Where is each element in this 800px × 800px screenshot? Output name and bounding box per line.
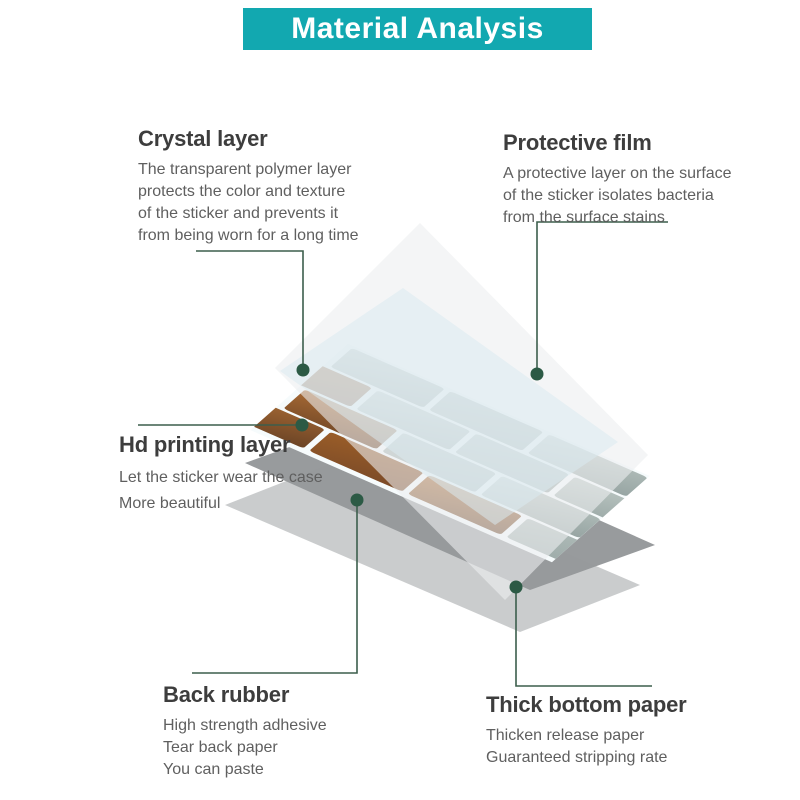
crystal-line: The transparent polymer layer [138,161,352,178]
protective-title: Protective film [503,130,652,155]
hd-title: Hd printing layer [119,432,291,457]
hd-line: Let the sticker wear the case [119,469,323,486]
crystal-connector-line [196,251,303,370]
bottom-line: Thicken release paper [486,727,645,744]
protective-line: of the sticker isolates bacteria [503,187,714,204]
back-line: You can paste [163,761,264,778]
bottom-line: Guaranteed stripping rate [486,749,668,766]
crystal-dot [297,364,310,377]
back-line: High strength adhesive [163,717,327,734]
back-line: Tear back paper [163,739,278,756]
protective-line: from the surface stains [503,209,665,226]
page-title: Material Analysis [291,12,544,45]
protective-dot [531,368,544,381]
crystal-line: from being worn for a long time [138,227,359,244]
hd-line: More beautiful [119,495,221,512]
crystal-line: protects the color and texture [138,183,346,200]
crystal-title: Crystal layer [138,126,268,151]
back-title: Back rubber [163,682,290,707]
crystal-line: of the sticker and prevents it [138,205,339,222]
bottom-dot [510,581,523,594]
hd-dot [296,419,309,432]
bottom-title: Thick bottom paper [486,692,687,717]
protective-connector-line [537,222,668,374]
protective-line: A protective layer on the surface [503,165,732,182]
back-dot [351,494,364,507]
